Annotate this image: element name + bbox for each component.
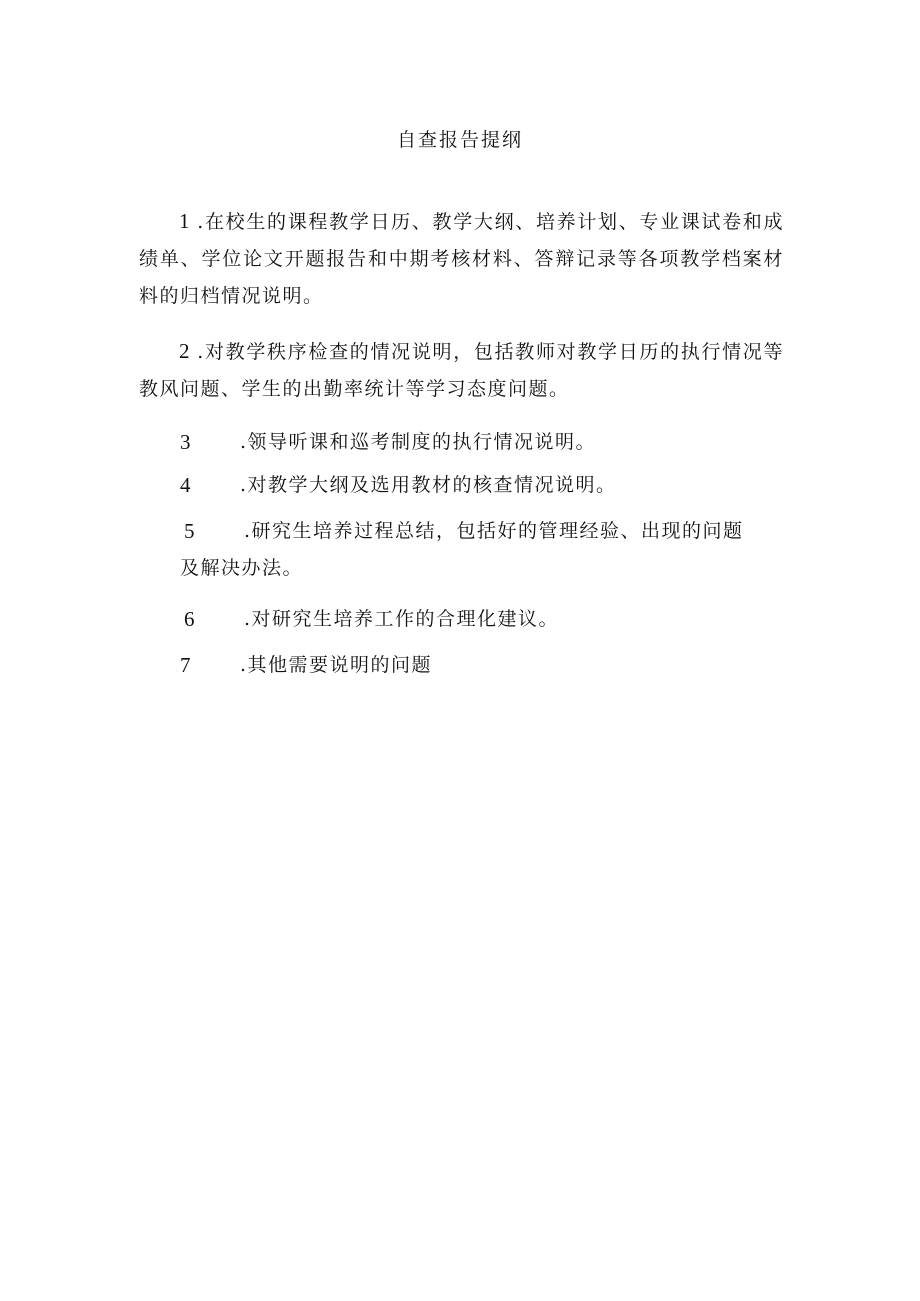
item-number: 3 (180, 430, 191, 454)
paragraph-number: 2 (179, 339, 190, 363)
paragraph-text: .对教学秩序检查的情况说明，包括教师对教学日历的执行情况等教风问题、学生的出勤率统计等学习态度问题。 (139, 341, 784, 400)
item-number: 5 (184, 519, 195, 543)
item-number: 6 (184, 607, 195, 631)
paragraph-text: .在校生的课程教学日历、教学大纲、培养计划、专业课试卷和成绩单、学位论文开题报告和中期考核材料、答辩记录等各项教学档案材料的归档情况说明。 (139, 211, 784, 307)
item-number: 4 (180, 473, 191, 497)
item-text: .对教学大纲及选用教材的核查情况说明。 (240, 474, 617, 496)
paragraph-number: 1 (179, 209, 190, 233)
item-number: 7 (180, 653, 191, 677)
document-title: 自查报告提纲 (396, 129, 523, 151)
outline-paragraph-2 (139, 333, 784, 408)
item-text-continuation: 及解决办法。 (180, 557, 304, 579)
item-text: .领导听课和巡考制度的执行情况说明。 (240, 431, 597, 453)
item-text: .对研究生培养工作的合理化建议。 (244, 608, 560, 630)
item-text: .其他需要说明的问题 (240, 654, 433, 676)
outline-paragraph-1 (139, 203, 784, 315)
item-text: .研究生培养过程总结，包括好的管理经验、出现的问题 (244, 520, 744, 542)
